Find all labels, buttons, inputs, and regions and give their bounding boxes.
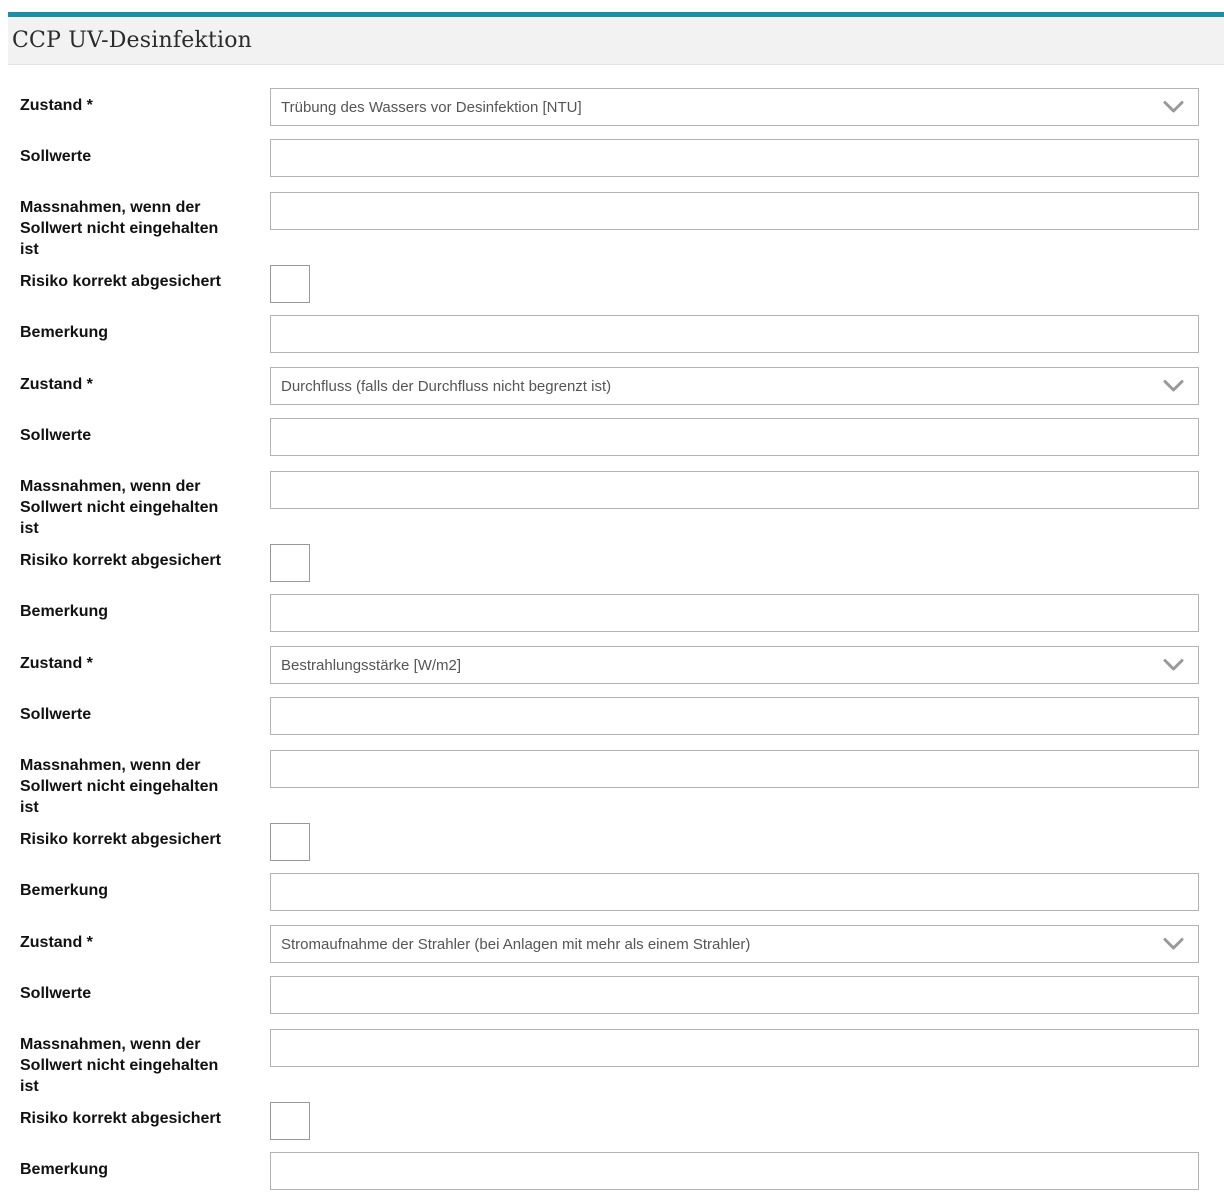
ccp-form bbox=[8, 65, 1224, 1190]
zustand-select[interactable] bbox=[270, 646, 1199, 684]
zustand-label: Zustand * bbox=[20, 97, 93, 114]
zustand-selected-value: Durchfluss (falls der Durchfluss nicht begrenzt ist) bbox=[281, 377, 612, 395]
sollwerte-input[interactable] bbox=[270, 418, 1199, 456]
massnahmen-label: Massnahmen, wenn der Sollwert nicht eingehalten ist bbox=[20, 478, 219, 537]
ccp-panel bbox=[8, 12, 1224, 1190]
page-title: CCP UV-Desinfektion bbox=[12, 28, 253, 53]
risiko-checkbox[interactable] bbox=[270, 544, 310, 582]
bemerkung-input[interactable] bbox=[270, 873, 1199, 911]
risiko-label: Risiko korrekt abgesichert bbox=[20, 1110, 221, 1127]
zustand-label: Zustand * bbox=[20, 655, 93, 672]
bemerkung-label: Bemerkung bbox=[20, 882, 109, 899]
chevron-down-icon bbox=[1163, 659, 1184, 672]
bemerkung-input[interactable] bbox=[270, 594, 1199, 632]
ccp-field-group-3 bbox=[20, 646, 1199, 911]
zustand-select[interactable] bbox=[270, 88, 1199, 126]
zustand-selected-value: Bestrahlungsstärke [W/m2] bbox=[281, 656, 462, 674]
risiko-checkbox[interactable] bbox=[270, 823, 310, 861]
ccp-field-group-4 bbox=[20, 925, 1199, 1190]
massnahmen-input[interactable] bbox=[270, 750, 1199, 788]
massnahmen-label: Massnahmen, wenn der Sollwert nicht eingehalten ist bbox=[20, 199, 219, 258]
massnahmen-input[interactable] bbox=[270, 192, 1199, 230]
sollwerte-input[interactable] bbox=[270, 976, 1199, 1014]
risiko-label: Risiko korrekt abgesichert bbox=[20, 831, 221, 848]
zustand-selected-value: Trübung des Wassers vor Desinfektion [NTU] bbox=[281, 98, 582, 116]
bemerkung-label: Bemerkung bbox=[20, 324, 109, 341]
panel-header bbox=[8, 17, 1224, 65]
bemerkung-label: Bemerkung bbox=[20, 603, 109, 620]
sollwerte-input[interactable] bbox=[270, 697, 1199, 735]
sollwerte-input[interactable] bbox=[270, 139, 1199, 177]
risiko-checkbox[interactable] bbox=[270, 1102, 310, 1140]
bemerkung-label: Bemerkung bbox=[20, 1161, 109, 1178]
bemerkung-input[interactable] bbox=[270, 315, 1199, 353]
massnahmen-label: Massnahmen, wenn der Sollwert nicht eingehalten ist bbox=[20, 757, 219, 816]
chevron-down-icon bbox=[1163, 101, 1184, 114]
risiko-label: Risiko korrekt abgesichert bbox=[20, 273, 221, 290]
sollwerte-label: Sollwerte bbox=[20, 706, 92, 723]
risiko-checkbox[interactable] bbox=[270, 265, 310, 303]
massnahmen-input[interactable] bbox=[270, 471, 1199, 509]
risiko-label: Risiko korrekt abgesichert bbox=[20, 552, 221, 569]
zustand-label: Zustand * bbox=[20, 934, 93, 951]
massnahmen-input[interactable] bbox=[270, 1029, 1199, 1067]
sollwerte-label: Sollwerte bbox=[20, 148, 92, 165]
sollwerte-label: Sollwerte bbox=[20, 427, 92, 444]
chevron-down-icon bbox=[1163, 938, 1184, 951]
chevron-down-icon bbox=[1163, 380, 1184, 393]
massnahmen-label: Massnahmen, wenn der Sollwert nicht eingehalten ist bbox=[20, 1036, 219, 1095]
ccp-field-group-2 bbox=[20, 367, 1199, 632]
zustand-selected-value: Stromaufnahme der Strahler (bei Anlagen mit mehr als einem Strahler) bbox=[281, 935, 751, 953]
zustand-label: Zustand * bbox=[20, 376, 93, 393]
zustand-select[interactable] bbox=[270, 925, 1199, 963]
zustand-select[interactable] bbox=[270, 367, 1199, 405]
sollwerte-label: Sollwerte bbox=[20, 985, 92, 1002]
ccp-field-group-1 bbox=[20, 88, 1199, 353]
bemerkung-input[interactable] bbox=[270, 1152, 1199, 1190]
